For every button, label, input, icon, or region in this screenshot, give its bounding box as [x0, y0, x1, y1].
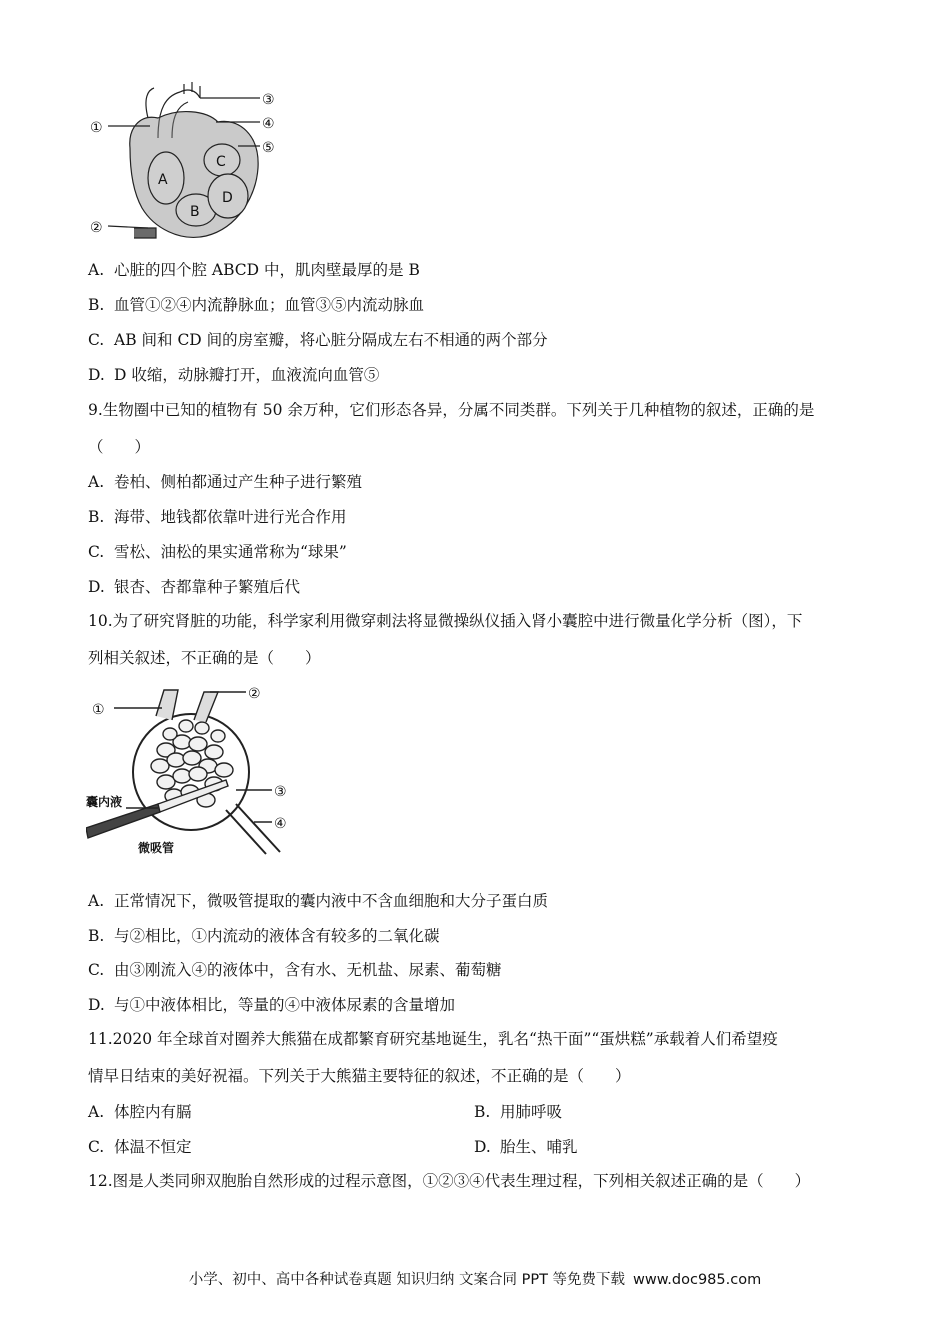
heart-label-1: ① — [90, 120, 103, 136]
q9-stem: 9.生物圈中已知的植物有 50 余万种，它们形态各异，分属不同类群。下列关于几种植物的叙述，正确的是 — [88, 401, 815, 419]
micropipette-label: 微吸管 — [138, 841, 175, 855]
q9-option-b: B. 海带、地钱都依靠叶进行光合作用 — [88, 508, 347, 526]
heart-chamber-a: A — [158, 172, 168, 188]
heart-chamber-d: D — [222, 190, 233, 206]
heart-chamber-c: C — [216, 154, 226, 170]
heart-label-5: ⑤ — [262, 140, 275, 156]
capsule-label-2: ② — [248, 686, 261, 702]
q8-option-b: B. 血管①②④内流静脉血；血管③⑤内流动脉血 — [88, 296, 425, 314]
q10-stem-cont: 列相关叙述，不正确的是（ ） — [88, 649, 321, 667]
heart-diagram — [88, 78, 298, 246]
q8-option-c: C. AB 间和 CD 间的房室瓣，将心脏分隔成左右不相通的两个部分 — [88, 331, 548, 349]
nephron-capsule-diagram — [86, 680, 296, 856]
heart-label-2: ② — [90, 220, 103, 236]
q11-stem-cont: 情早日结束的美好祝福。下列关于大熊猫主要特征的叙述，不正确的是（ ） — [88, 1067, 631, 1085]
q8-option-d: D. D 收缩，动脉瓣打开，血液流向血管⑤ — [88, 366, 380, 384]
page-footer — [0, 1268, 950, 1289]
q12-stem: 12.图是人类同卵双胞胎自然形成的过程示意图，①②③④代表生理过程，下列相关叙述正确的是（ ） — [88, 1172, 811, 1190]
q10-stem: 10.为了研究肾脏的功能，科学家利用微穿刺法将显微操纵仪插入肾小囊腔中进行微量化学分析（图），下 — [88, 612, 803, 630]
heart-label-3: ③ — [262, 92, 275, 108]
q9-option-a: A. 卷柏、侧柏都通过产生种子进行繁殖 — [88, 473, 363, 491]
q10-option-d: D. 与①中液体相比，等量的④中液体尿素的含量增加 — [88, 996, 456, 1014]
q8-option-a: A. 心脏的四个腔 ABCD 中，肌肉壁最厚的是 B — [88, 261, 420, 279]
q10-option-b: B. 与②相比，①内流动的液体含有较多的二氧化碳 — [88, 927, 440, 945]
capsule-label-3: ③ — [274, 784, 287, 800]
capsule-label-4: ④ — [274, 816, 287, 832]
q11-option-d: D. 胎生、哺乳 — [474, 1138, 578, 1156]
capsule-fluid-label: 囊内液 — [86, 795, 123, 809]
q9-option-c: C. 雪松、油松的果实通常称为“球果” — [88, 543, 347, 561]
q11-stem: 11.2020 年全球首对圈养大熊猫在成都繁育研究基地诞生，乳名“热干面”“蛋烘糕”承载着人们希望疫 — [88, 1030, 778, 1048]
q9-option-d: D. 银杏、杏都靠种子繁殖后代 — [88, 578, 301, 596]
footer-url[interactable]: www.doc985.com — [633, 1272, 762, 1288]
q10-option-a: A. 正常情况下，微吸管提取的囊内液中不含血细胞和大分子蛋白质 — [88, 892, 549, 910]
q11-option-c: C. 体温不恒定 — [88, 1138, 192, 1156]
capsule-label-1: ① — [92, 702, 105, 718]
q11-option-a: A. 体腔内有膈 — [88, 1103, 192, 1121]
heart-label-4: ④ — [262, 116, 275, 132]
q11-option-b: B. 用肺呼吸 — [474, 1103, 563, 1121]
q9-stem-cont: （ ） — [88, 438, 151, 456]
q10-option-c: C. 由③刚流入④的液体中，含有水、无机盐、尿素、葡萄糖 — [88, 961, 502, 979]
footer-text: 小学、初中、高中各种试卷真题 知识归纳 文案合同 PPT 等免费下载 — [188, 1272, 626, 1288]
heart-chamber-b: B — [190, 204, 200, 220]
